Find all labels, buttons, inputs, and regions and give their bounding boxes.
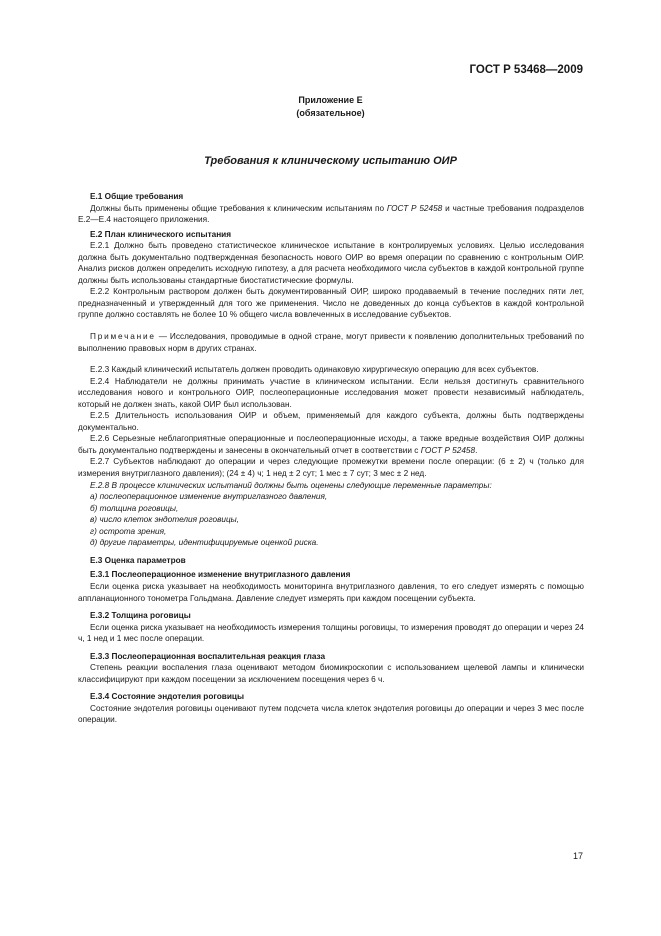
subsection-heading: Е.3.1 Послеоперационное изменение внутриглазного давления [90, 570, 351, 580]
annex-status: (обязательное) [296, 108, 365, 118]
list-item: г) острота зрения, [90, 526, 167, 536]
main-title: Требования к клиническому испытанию ОИР [204, 155, 457, 167]
paragraph: Состояние эндотелия роговицы оценивают путем подсчета числа клеток эндотелия роговицы до операции и через 3 мес после операции. [78, 703, 584, 725]
paragraph: Е.2.6 Серьезные неблагоприятные операционные и послеоперационные исходы, а также вредные воздействия ОИР должны быть документально подтверждены и занесены в окончательный отчет в соответствии с ГОСТ Р 52458. [78, 434, 584, 455]
section-heading: Е.2 План клинического испытания [90, 229, 232, 239]
section-heading: Е.3 Оценка параметров [90, 555, 186, 565]
parameter-list [78, 491, 584, 549]
note: Примечание — Исследования, проводимые в одной стране, могут привести к появлению дополнительных требований по выполнению правовых норм в других странах. [78, 332, 584, 353]
note-label: Примечание [90, 332, 156, 342]
paragraph: Е.2.2 Контрольным раствором должен быть документированный ОИР, широко продаваемый в течение последних пяти лет, предназначенный и утвержденный для того же применения. Число не доведенных до конца субъектов в каждой контрольной группе должно составлять не более 10 % общего числа вовлеченных в исследование субъектов. [78, 287, 584, 320]
page-number: 17 [572, 851, 583, 861]
paragraph: Е.2.8 В процессе клинических испытаний должны быть оценены следующие переменные параметры: [90, 480, 492, 490]
document-body [78, 188, 584, 726]
paragraph: Должны быть применены общие требования к клиническим испытаниям по ГОСТ Р 52458 и частные требования подразделов Е.2—Е.4 настоящего приложения. [78, 203, 584, 225]
list-item: а) послеоперационное изменение внутриглазного давления, [90, 492, 328, 502]
paragraph: Если оценка риска указывает на необходимость мониторинга внутриглазного давления, то его следует измерять с помощью аппланационного тонометра Гольдмана. Давление следует измерять при каждом посещении субъекта. [78, 581, 584, 603]
subsection-heading: Е.3.2 Толщина роговицы [90, 611, 191, 621]
section-heading: Е.1 Общие требования [90, 192, 184, 201]
list-item: б) толщина роговицы, [90, 503, 179, 513]
paragraph: Е.2.1 Должно быть проведено статистическое клиническое испытание в контролируемых условиях. Целью исследования должна быть документально подтвержденная безопасность нового ОИР во время операции по сравнению с контрольным ОИР. Анализ рисков должен определить исходную гипотезу, а для расчета необходимого числа субъектов в каждой контрольной группе должны быть использованы стандартные биостатистические формулы. [78, 241, 584, 285]
standard-number: ГОСТ Р 53468—2009 [469, 64, 583, 76]
paragraph: Е.2.7 Субъектов наблюдают до операции и через следующие промежутки времени после операции: (6 ± 2) ч (только для измерения внутриглазного давления); (24 ± 4) ч; 1 нед ± 2 сут; 1 мес ± 7 сут; 3 мес ± 2 нед. [78, 457, 584, 479]
paragraph: Степень реакции воспаления глаза оценивают методом биомикроскопии с использованием щелевой лампы и клинически классифицируют при каждом посещении за исключением посещения через 6 ч. [78, 663, 584, 684]
list-item: в) число клеток эндотелия роговицы, [90, 515, 240, 525]
paragraph: Е.2.5 Длительность использования ОИР и объем, применяемый для каждого субъекта, должны быть подтверждены документально. [78, 411, 584, 432]
subsection-heading: Е.3.3 Послеоперационная воспалительная реакция глаза [90, 651, 326, 661]
paragraph: Е.2.4 Наблюдатели не должны принимать участие в клиническом испытании. Если нельзя достигнуть сравнительного исследования нового и контрольного ОИР, послеоперационные исследования может провести независимый наблюдатель, который не должен знать, какой ОИР был использован. [78, 376, 584, 409]
standard-reference: ГОСТ Р 52458 [420, 445, 476, 455]
subsection-heading: Е.3.4 Состояние эндотелия роговицы [90, 692, 245, 702]
paragraph: Если оценка риска указывает на необходимость измерения толщины роговицы, то измерения проводят до операции и через 24 ч, 1 нед и 1 мес после операции. [78, 622, 584, 644]
paragraph: Е.2.3 Каждый клинический испытатель должен проводить одинаковую хирургическую операцию для всех субъектов. [90, 365, 539, 375]
standard-reference: ГОСТ Р 52458 [386, 203, 443, 213]
list-item: д) другие параметры, идентифицируемые оценкой риска. [90, 538, 319, 548]
annex-title: Приложение Е [298, 95, 363, 105]
